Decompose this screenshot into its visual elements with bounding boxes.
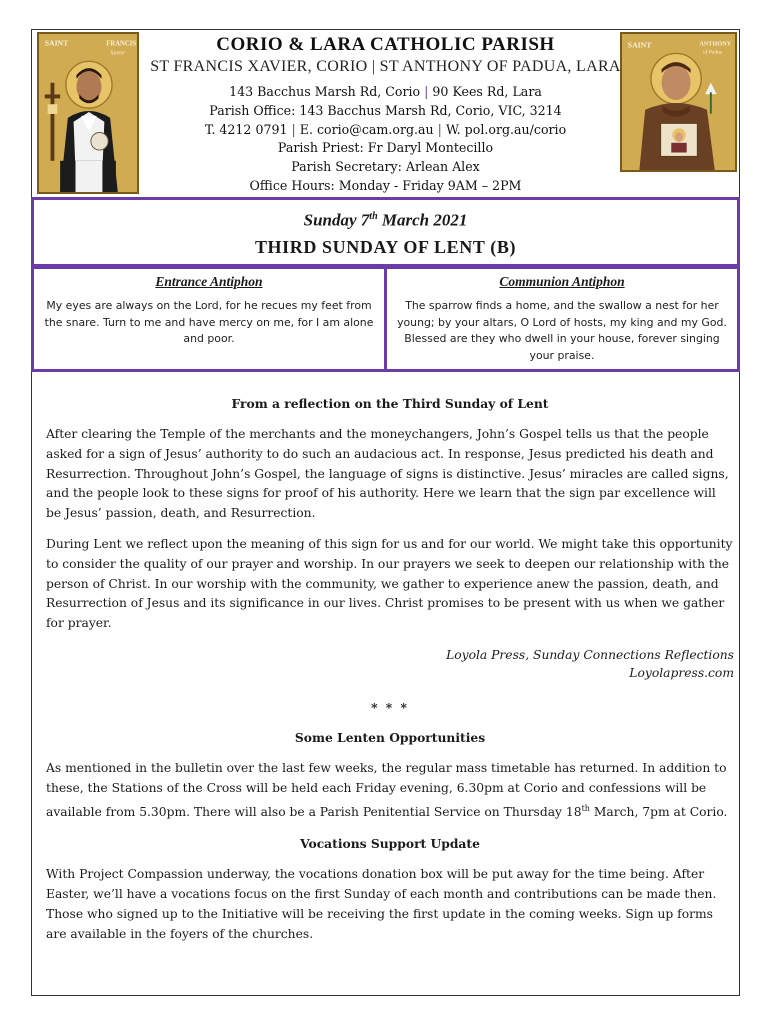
reflection-source [46, 646, 734, 682]
icon-right-name-label: ANTHONY [699, 40, 732, 48]
reflection-heading: From a reflection on the Third Sunday of Lent [231, 396, 549, 411]
parish-header [31, 29, 740, 197]
address-lara: 90 Kees Rd, Lara [432, 84, 542, 99]
separator: | [437, 121, 442, 137]
reflection-paragraph-1: After clearing the Temple of the merchants and the moneychangers, John’s Gospel tells us that the people asked for a sign of Jesus’ authority to do such an audacious act. In response, Jesus predicted his death and Resurrection. Throughout John’s Gospel, the language of signs is distinctive. Jesus’ miracles are called signs, and the people look to these signs for proof of his authority. Here we learn that the sign par excellence will be Jesus’ passion, death, and Resurrection. [46, 427, 729, 521]
lenten-paragraph [46, 759, 734, 822]
date-suffix: March 2021 [377, 210, 468, 230]
entrance-antiphon [34, 269, 384, 369]
website-link[interactable]: W. pol.org.au/corio [445, 121, 567, 137]
liturgy-title-box [31, 197, 740, 267]
lenten-sup: th [581, 803, 590, 813]
sunday-date [34, 207, 737, 231]
icon-left-name-label: FRANCIS [106, 40, 137, 48]
parish-info [146, 33, 625, 196]
icon-right-name2-label: of Padua [703, 49, 723, 56]
email-link[interactable]: E. corio@cam.org.au [299, 121, 434, 137]
phone: T. 4212 0791 [204, 121, 288, 137]
icon-right-saint-label: SAINT [627, 40, 652, 50]
parish-addresses [146, 83, 625, 102]
reflection-paragraph-2: During Lent we reflect upon the meaning of this sign for us and for our world. We might take this opportunity to consider the quality of our prayer and worship. In our prayers we seek to deepen our relationship with the person of Christ. In our worship with the community, we gather to experience anew the passion, death, and Resurrection of Jesus and its significance in our lives. Christ promises to be present with us when we gather for prayer. [46, 536, 733, 631]
parish-secretary: Parish Secretary: Arlean Alex [291, 159, 480, 175]
entrance-antiphon-heading: Entrance Antiphon [155, 274, 263, 289]
parish-name: CORIO & LARA CATHOLIC PARISH [216, 34, 555, 55]
communion-antiphon-text: The sparrow finds a home, and the swallow a nest for her young; by your altars, O Lord of hosts, my king and my God. Blessed are they who dwell in your house, forever singing your praise. [397, 299, 727, 363]
icon-left-name2-label: Xavier [110, 50, 126, 57]
sunday-title: THIRD SUNDAY OF LENT (B) [254, 236, 517, 257]
vocations-heading: Vocations Support Update [300, 836, 480, 852]
communion-antiphon [384, 269, 737, 369]
entrance-antiphon-text: My eyes are always on the Lord, for he recues my feet from the snare. Turn to me and have mercy on me, for I am alone and poor. [44, 299, 374, 346]
source-website: Loyolapress.com [629, 665, 734, 680]
date-sup: th [369, 211, 378, 222]
lenten-heading: Some Lenten Opportunities [294, 729, 486, 745]
parish-priest: Parish Priest: Fr Daryl Montecillo [277, 140, 494, 156]
parish-office: Parish Office: 143 Bacchus Marsh Rd, Corio, VIC, 3214 [209, 102, 562, 118]
icon-left-saint-label: SAINT [44, 38, 69, 48]
bulletin-body [46, 396, 734, 956]
communion-antiphon-heading: Communion Antiphon [499, 274, 625, 289]
date-prefix: Sunday 7 [303, 210, 370, 230]
separator: | [424, 84, 429, 99]
parish-churches: ST FRANCIS XAVIER, CORIO | ST ANTHONY OF PADUA, LARA [150, 58, 621, 75]
saint-anthony-icon [620, 32, 737, 172]
vocations-paragraph: With Project Compassion underway, the vocations donation box will be put away for the time being. After Easter, we’ll have a vocations focus on the first Sunday of each month and contributions can be made then. Those who signed up to the Initiative will be receiving the first update in the coming weeks. Sign up forms are available in the foyers of the churches. [46, 867, 717, 941]
parish-contacts [146, 121, 625, 140]
office-hours: Office Hours: Monday - Friday 9AM – 2PM [249, 177, 522, 193]
source-publication: Loyola Press, Sunday Connections Reflections [446, 647, 734, 662]
address-corio: 143 Bacchus Marsh Rd, Corio [229, 84, 421, 99]
lenten-text-a: As mentioned in the bulletin over the last few weeks, the regular mass timetable has returned. In addition to these, the Stations of the Cross will be held each Friday evening, 6.30pm at Corio and confessions will be available from 5.30pm. There will also be a Parish Penitential Service on Thursday 18 [46, 760, 727, 819]
separator: | [291, 121, 296, 137]
lenten-text-b: March, 7pm at Corio. [589, 804, 728, 819]
saint-francis-icon [37, 32, 139, 194]
section-divider: * * * [371, 699, 409, 715]
antiphon-row [31, 266, 740, 372]
